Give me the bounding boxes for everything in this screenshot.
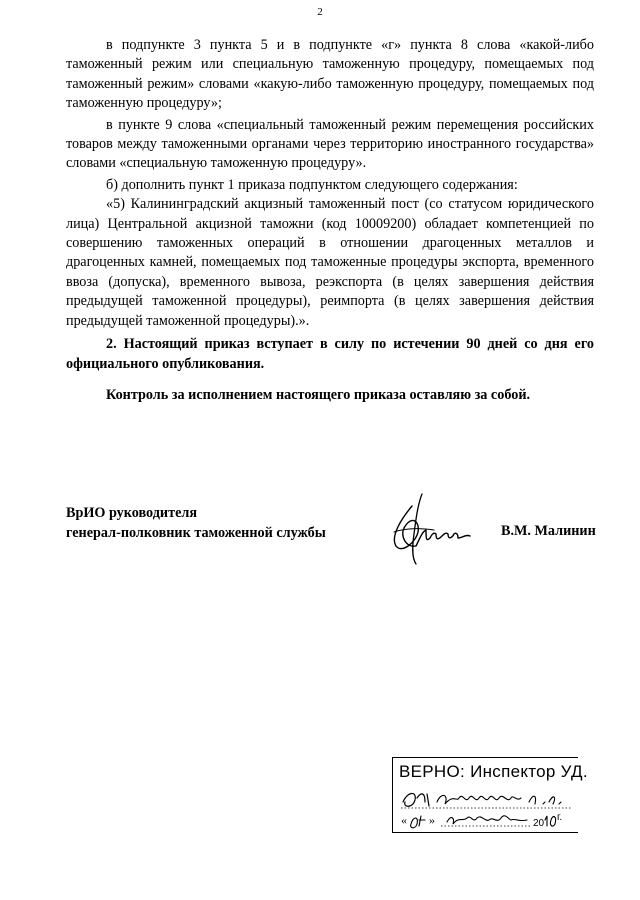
control-statement: Контроль за исполнением настоящего приказа оставляю за собой. — [106, 387, 531, 403]
certification-stamp — [392, 757, 588, 833]
paragraph-effective-date: 2. Настоящий приказ вступает в силу по истечении 90 дней со дня его официального опубликования. — [66, 336, 594, 372]
document-body — [66, 36, 594, 374]
stamp-handwriting — [393, 758, 579, 834]
svg-text:20: 20 — [533, 818, 545, 829]
signer-position-line1: ВрИО руководителя — [66, 505, 197, 521]
handwritten-signature — [382, 488, 482, 568]
paragraph-point-9: в пункте 9 слова «специальный таможенный режим перемещения российских товаров между таможенными органами через территорию иностранного государства» словами «специальную таможенную процедуру». — [66, 116, 594, 172]
paragraph-amendment-b: б) дополнить пункт 1 приказа подпунктом следующего содержания: — [106, 176, 518, 193]
paragraph-subpoint-3: в подпункте 3 пункта 5 и в подпункте «г» пункта 8 слова «какой-либо таможенный режим или специальную таможенную процедуру, помещаемых под таможенный режим» словами «какую-либо таможенную процедуру, помещаемых под таможенную процедуру»; — [66, 37, 594, 112]
svg-text:«: « — [401, 813, 407, 827]
signer-position — [66, 503, 326, 543]
signer-name: В.М. Малинин — [501, 523, 596, 539]
stamp-year-suffix: г. — [557, 812, 563, 823]
signer-position-line2: генерал-полковник таможенной службы — [66, 525, 326, 541]
svg-text:»: » — [429, 813, 435, 827]
stamp-title: ВЕРНО: Инспектор УД. — [399, 762, 588, 781]
page-number: 2 — [317, 6, 323, 18]
paragraph-kaliningrad-post: «5) Калининградский акцизный таможенный пост (со статусом юридического лица) Центральной акцизной таможни (код 10009200) обладает компетенцией по совершению таможенных операций в отношении драгоценных металлов и драгоценных камней, помещаемых под таможенные процедуры экспорта, временного ввоза (допуска), временного вывоза, реэкспорта (в целях завершения действия предыдущей таможенной процедуры), реимпорта (в целях завершения действия предыдущей таможенной процедуры).». — [66, 196, 594, 329]
